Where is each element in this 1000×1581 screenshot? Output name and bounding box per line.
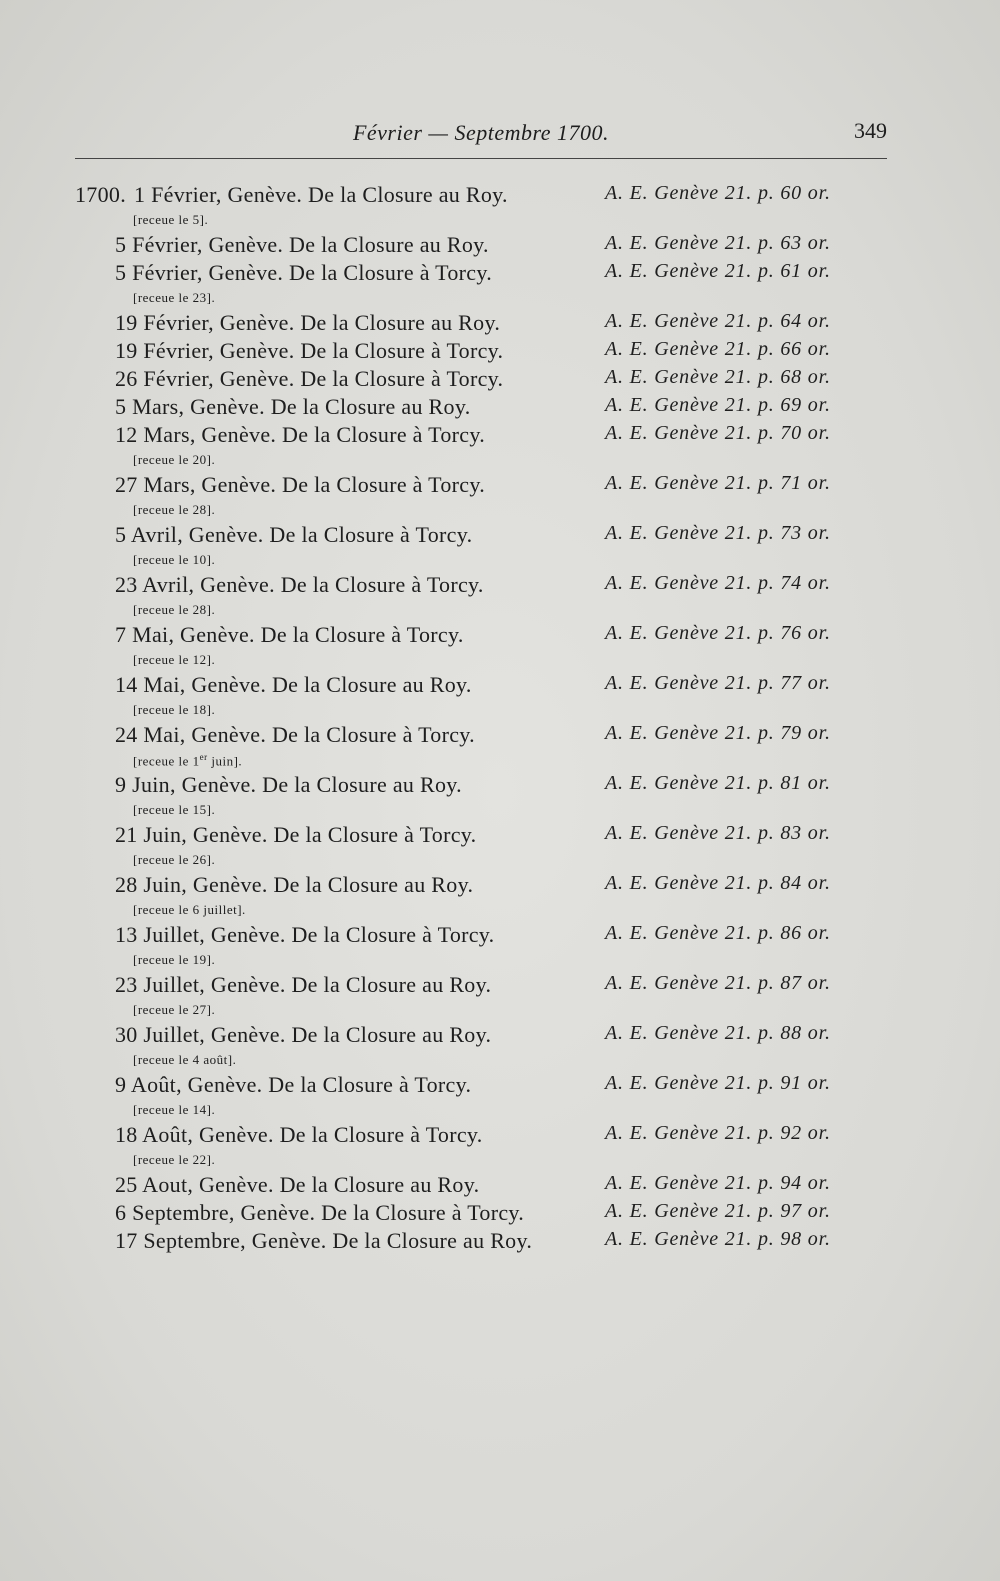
- entry-date: 7 Mai, Genève.: [115, 622, 255, 647]
- entry-archive-reference: A. E. Genève 21. p. 70 or.: [605, 422, 831, 444]
- entry-description: De la Closure à Torcy.: [260, 622, 464, 647]
- entry-archive-reference: A. E. Genève 21. p. 73 or.: [605, 522, 831, 544]
- letter-entry: [75, 872, 895, 900]
- receipt-note: [75, 288, 895, 310]
- letter-entry: [75, 1022, 895, 1050]
- entry-date: 9 Août, Genève.: [115, 1072, 263, 1097]
- entry-text: [115, 772, 462, 798]
- entry-description: De la Closure à Torcy.: [273, 822, 477, 847]
- receipt-note: [75, 800, 895, 822]
- entry-description: De la Closure à Torcy.: [289, 260, 493, 285]
- entry-archive-reference: A. E. Genève 21. p. 74 or.: [605, 572, 831, 594]
- entry-text: [115, 672, 472, 698]
- entry-text: [75, 182, 508, 208]
- entry-date: 23 Juillet, Genève.: [115, 972, 286, 997]
- entry-archive-reference: A. E. Genève 21. p. 77 or.: [605, 672, 831, 694]
- entry-archive-reference: A. E. Genève 21. p. 92 or.: [605, 1122, 831, 1144]
- letter-entry: [75, 622, 895, 650]
- entry-date: 5 Avril, Genève.: [115, 522, 264, 547]
- entry-date: 5 Février, Genève.: [115, 232, 284, 257]
- receipt-note-text: [receue le 4 août].: [133, 1052, 237, 1067]
- entry-date: 28 Juin, Genève.: [115, 872, 268, 897]
- letter-entry: [75, 182, 895, 210]
- entry-text: [115, 1172, 479, 1198]
- letter-entry: [75, 1228, 895, 1256]
- entry-date: 24 Mai, Genève.: [115, 722, 267, 747]
- entry-date: 19 Février, Genève.: [115, 338, 295, 363]
- entry-date: 5 Février, Genève.: [115, 260, 284, 285]
- entry-description: De la Closure au Roy.: [271, 672, 472, 697]
- entry-description: De la Closure au Roy.: [289, 232, 489, 257]
- entry-text: [115, 522, 472, 548]
- entry-description: De la Closure au Roy.: [308, 182, 508, 207]
- receipt-note: [75, 450, 895, 472]
- entry-description: De la Closure au Roy.: [262, 772, 462, 797]
- receipt-note: [75, 1100, 895, 1122]
- letter-entry: [75, 672, 895, 700]
- entry-text: [115, 260, 492, 286]
- entry-date: 18 Août, Genève.: [115, 1122, 274, 1147]
- entry-text: [115, 972, 491, 998]
- entry-archive-reference: A. E. Genève 21. p. 61 or.: [605, 260, 831, 282]
- receipt-note-text: [receue le 28].: [133, 602, 216, 617]
- entry-date: 9 Juin, Genève.: [115, 772, 257, 797]
- entry-text: [115, 572, 484, 598]
- entry-description: De la Closure à Torcy.: [269, 522, 473, 547]
- entry-description: De la Closure à Torcy.: [271, 722, 475, 747]
- entry-description: De la Closure au Roy.: [270, 394, 471, 419]
- letter-entry: [75, 772, 895, 800]
- entry-description: De la Closure à Torcy.: [291, 922, 495, 947]
- entry-date: 1 Février, Genève.: [134, 182, 303, 207]
- entry-description: De la Closure au Roy.: [332, 1228, 533, 1253]
- entry-archive-reference: A. E. Genève 21. p. 83 or.: [605, 822, 831, 844]
- entry-description: De la Closure au Roy.: [291, 972, 492, 997]
- entry-date: 21 Juin, Genève.: [115, 822, 268, 847]
- receipt-note: [75, 950, 895, 972]
- entry-text: [115, 822, 476, 848]
- letter-entry: [75, 310, 895, 338]
- entry-archive-reference: A. E. Genève 21. p. 94 or.: [605, 1172, 831, 1194]
- letter-entry: [75, 366, 895, 394]
- entry-text: [115, 1072, 471, 1098]
- entry-text: [115, 722, 475, 748]
- letter-entry: [75, 572, 895, 600]
- entry-date: 5 Mars, Genève.: [115, 394, 265, 419]
- receipt-note: [75, 900, 895, 922]
- entry-text: [115, 394, 471, 420]
- entry-date: 27 Mars, Genève.: [115, 472, 277, 497]
- entry-date: 25 Aout, Genève.: [115, 1172, 274, 1197]
- receipt-note-text: [receue le 19].: [133, 952, 216, 967]
- entry-archive-reference: A. E. Genève 21. p. 86 or.: [605, 922, 831, 944]
- receipt-note: [75, 700, 895, 722]
- letter-entry: [75, 722, 895, 750]
- entry-archive-reference: A. E. Genève 21. p. 71 or.: [605, 472, 831, 494]
- entry-archive-reference: A. E. Genève 21. p. 66 or.: [605, 338, 831, 360]
- receipt-note: [75, 1150, 895, 1172]
- entry-archive-reference: A. E. Genève 21. p. 64 or.: [605, 310, 831, 332]
- entry-text: [115, 1228, 532, 1254]
- receipt-note-text: [receue le 6 juillet].: [133, 902, 246, 917]
- entry-description: De la Closure à Torcy.: [300, 338, 504, 363]
- entry-text: [115, 1022, 491, 1048]
- entry-archive-reference: A. E. Genève 21. p. 68 or.: [605, 366, 831, 388]
- receipt-note-text: [receue le 28].: [133, 502, 216, 517]
- page-number: 349: [854, 118, 887, 143]
- entry-archive-reference: A. E. Genève 21. p. 69 or.: [605, 394, 831, 416]
- running-title: Février — Septembre 1700.: [352, 120, 610, 145]
- entry-text: [115, 922, 494, 948]
- entry-description: De la Closure à Torcy.: [279, 1122, 483, 1147]
- receipt-note-text: [receue le 1er juin].: [133, 752, 243, 769]
- entry-text: [115, 366, 503, 392]
- letter-entry: [75, 1172, 895, 1200]
- letter-entry: [75, 472, 895, 500]
- receipt-note: [75, 650, 895, 672]
- entry-date: 30 Juillet, Genève.: [115, 1022, 286, 1047]
- entry-date: 13 Juillet, Genève.: [115, 922, 286, 947]
- entry-date: 12 Mars, Genève.: [115, 422, 277, 447]
- receipt-note-text: [receue le 15].: [133, 802, 216, 817]
- entry-text: [115, 1122, 483, 1148]
- receipt-note-text: [receue le 23].: [133, 290, 216, 305]
- correspondence-list: [75, 182, 895, 1256]
- entry-description: De la Closure au Roy.: [291, 1022, 492, 1047]
- entry-archive-reference: A. E. Genève 21. p. 98 or.: [605, 1228, 831, 1250]
- entry-archive-reference: A. E. Genève 21. p. 81 or.: [605, 772, 831, 794]
- receipt-note-text: [receue le 20].: [133, 452, 216, 467]
- entry-description: De la Closure à Torcy.: [282, 472, 486, 497]
- receipt-note: [75, 500, 895, 522]
- entry-text: [115, 872, 473, 898]
- entry-archive-reference: A. E. Genève 21. p. 97 or.: [605, 1200, 831, 1222]
- entry-text: [115, 422, 485, 448]
- entry-text: [115, 232, 489, 258]
- receipt-note-text: [receue le 27].: [133, 1002, 216, 1017]
- entry-description: De la Closure à Torcy.: [321, 1200, 525, 1225]
- entry-archive-reference: A. E. Genève 21. p. 60 or.: [605, 182, 831, 204]
- entry-description: De la Closure au Roy.: [300, 310, 501, 335]
- receipt-note: [75, 850, 895, 872]
- entry-date: 26 Février, Genève.: [115, 366, 295, 391]
- entry-text: [115, 622, 464, 648]
- receipt-note: [75, 1000, 895, 1022]
- entry-date: 19 Février, Genève.: [115, 310, 295, 335]
- entry-description: De la Closure à Torcy.: [300, 366, 504, 391]
- entry-description: De la Closure à Torcy.: [282, 422, 486, 447]
- letter-entry: [75, 1200, 895, 1228]
- entry-archive-reference: A. E. Genève 21. p. 88 or.: [605, 1022, 831, 1044]
- entry-description: De la Closure à Torcy.: [280, 572, 484, 597]
- entry-date: 23 Avril, Genève.: [115, 572, 275, 597]
- receipt-note-text: [receue le 12].: [133, 652, 216, 667]
- entry-text: [115, 338, 503, 364]
- receipt-note: [75, 550, 895, 572]
- receipt-note-text: [receue le 10].: [133, 552, 216, 567]
- entry-date: 14 Mai, Genève.: [115, 672, 267, 697]
- page-header: [75, 118, 887, 159]
- entry-archive-reference: A. E. Genève 21. p. 63 or.: [605, 232, 831, 254]
- entry-text: [115, 1200, 524, 1226]
- letter-entry: [75, 394, 895, 422]
- letter-entry: [75, 822, 895, 850]
- entry-description: De la Closure au Roy.: [279, 1172, 480, 1197]
- receipt-note-text: [receue le 14].: [133, 1102, 216, 1117]
- letter-entry: [75, 260, 895, 288]
- receipt-note: [75, 1050, 895, 1072]
- receipt-note-text: [receue le 18].: [133, 702, 216, 717]
- entry-archive-reference: A. E. Genève 21. p. 84 or.: [605, 872, 831, 894]
- entry-date: 6 Septembre, Genève.: [115, 1200, 316, 1225]
- receipt-note-text: [receue le 5].: [133, 212, 209, 227]
- receipt-note: [75, 600, 895, 622]
- letter-entry: [75, 922, 895, 950]
- entry-year: 1700.: [75, 182, 126, 207]
- entry-archive-reference: A. E. Genève 21. p. 76 or.: [605, 622, 831, 644]
- letter-entry: [75, 1072, 895, 1100]
- entry-date: 17 Septembre, Genève.: [115, 1228, 327, 1253]
- letter-entry: [75, 422, 895, 450]
- entry-description: De la Closure au Roy.: [273, 872, 474, 897]
- receipt-note: [75, 210, 895, 232]
- entry-text: [115, 472, 485, 498]
- letter-entry: [75, 232, 895, 260]
- letter-entry: [75, 522, 895, 550]
- receipt-note: [75, 750, 895, 772]
- letter-entry: [75, 1122, 895, 1150]
- entry-archive-reference: A. E. Genève 21. p. 87 or.: [605, 972, 831, 994]
- receipt-note-text: [receue le 22].: [133, 1152, 216, 1167]
- entry-archive-reference: A. E. Genève 21. p. 91 or.: [605, 1072, 831, 1094]
- entry-text: [115, 310, 500, 336]
- entry-archive-reference: A. E. Genève 21. p. 79 or.: [605, 722, 831, 744]
- entry-description: De la Closure à Torcy.: [268, 1072, 472, 1097]
- letter-entry: [75, 972, 895, 1000]
- receipt-note-text: [receue le 26].: [133, 852, 216, 867]
- letter-entry: [75, 338, 895, 366]
